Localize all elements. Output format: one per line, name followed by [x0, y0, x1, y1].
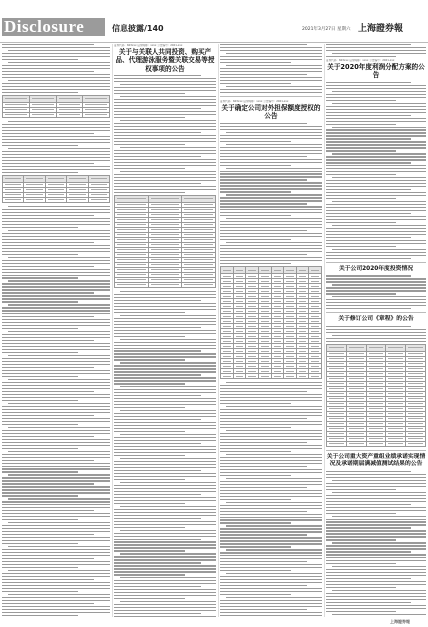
data-table	[2, 95, 110, 118]
article-body	[114, 75, 216, 193]
data-table	[326, 344, 426, 447]
divider	[220, 96, 322, 97]
article-body	[326, 44, 426, 57]
notice-title: 关于公司重大资产重组业绩承诺实现情况及承诺期届满减值测试结果的公告	[326, 453, 426, 468]
article-body	[220, 44, 322, 93]
notice-title: 关于与关联人共同投资、购买产品、代理游泳服务暨关联交易等授权事项的公告	[115, 48, 215, 73]
divider	[326, 450, 426, 451]
column-3	[220, 44, 322, 617]
section-label: 信息披露/140	[112, 24, 164, 33]
column-divider	[324, 44, 325, 617]
brand-logo: Disclosure	[2, 18, 105, 36]
data-table	[114, 195, 216, 288]
column-1	[2, 44, 110, 617]
notice-title: 关于确定公司对外担保额度授权的公告	[221, 103, 321, 121]
issue-date: 2021年3月27日 星期六	[302, 27, 351, 32]
article-body	[326, 326, 426, 342]
stock-code-line: 证券代码：603xxx 证券简称：xxxx 公告编号：2021-xxx	[326, 58, 395, 62]
article-body	[326, 471, 426, 617]
article-body	[2, 121, 110, 173]
column-divider	[218, 44, 219, 617]
article-body	[2, 44, 110, 93]
article-body	[220, 123, 322, 264]
article-body	[2, 206, 110, 617]
column-divider	[112, 44, 113, 617]
article-body	[326, 275, 426, 309]
notice-title: 关于2020年度利润分配方案的公告	[327, 62, 425, 80]
page-header	[0, 0, 428, 43]
divider	[326, 312, 426, 313]
column-4	[326, 44, 426, 617]
footer-masthead: 上海證券報	[390, 619, 410, 624]
article-body	[114, 291, 216, 617]
data-table	[220, 266, 322, 379]
notice-title: 关于修订公司《章程》的公告	[338, 316, 414, 323]
stock-code-line: 证券代码：603xxx 证券简称：xxxx 公告编号：2021-xxx	[220, 99, 289, 103]
column-2	[114, 44, 216, 617]
stock-code-line: 证券代码：603xxx 证券简称：xxxx 公告编号：2021-xxx	[114, 44, 183, 47]
masthead-logo: 上海證券報	[358, 24, 404, 34]
article-body	[220, 382, 322, 617]
notice-title: 关于公司2020年度投资情况	[338, 266, 414, 272]
article-body	[326, 82, 426, 259]
divider	[326, 262, 426, 263]
data-table	[2, 175, 110, 203]
